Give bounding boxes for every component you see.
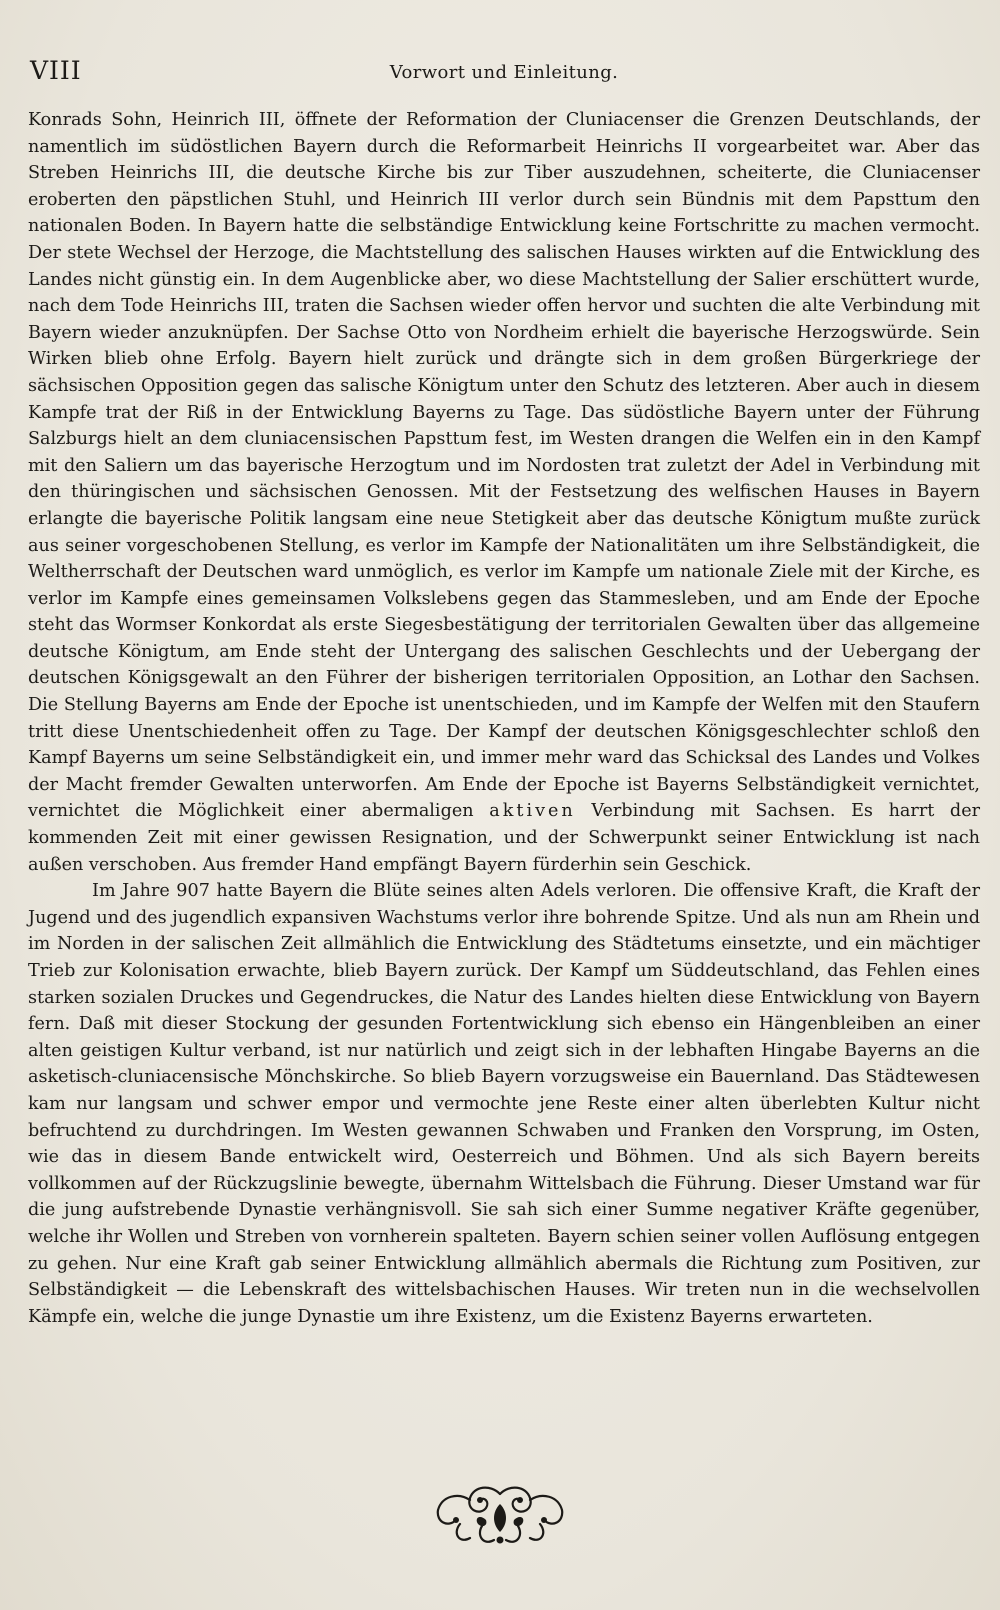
page-number: VIII bbox=[30, 56, 82, 85]
emphasis-text: aktiven bbox=[489, 801, 576, 822]
running-head: Vorwort und Einleitung. bbox=[389, 62, 619, 83]
page-header bbox=[30, 56, 978, 86]
floral-vignette-icon bbox=[430, 1482, 570, 1552]
body-text bbox=[28, 107, 980, 1330]
paragraph-1-text-continued: Verbindung mit Sachsen. Es harrt der kommenden Zeit mit einer gewissen Resignation, und der Schwerpunkt seiner Entwicklung ist nach außen verschoben. Aus fremder Hand empfängt Bayern fürderhin sein Geschick. bbox=[28, 801, 981, 875]
paragraph-1 bbox=[28, 107, 980, 878]
paragraph-1-text: Konrads Sohn, Heinrich III, öffnete der Reformation der Cluniacenser die Grenzen Deutschlands, der namentlich im südöstlichen Bayern durch die Reformarbeit Heinrichs II vorgearbeitet war. Aber das Streben Heinrichs III, die deutsche Kirche bis zur Tiber auszudehnen, scheiterte, die Cluniacenser eroberten den päpstlichen Stuhl, und Heinrich III verlor durch sein Bündnis mit dem Papsttum den nationalen Boden. In Bayern hatte die selbständige Entwicklung keine Fortschritte zu machen vermocht. Der stete Wechsel der Herzoge, die Machtstellung des salischen Hauses wirkten auf die Entwicklung des Landes nicht günstig ein. In dem Augenblicke aber, wo diese Machtstellung der Salier erschüttert wurde, nach dem Tode Heinrichs III, traten die Sachsen wieder offen hervor und suchten die alte Verbindung mit Bayern wieder anzuknüpfen. Der Sachse Otto von Nordheim erhielt die bayerische Herzogswürde. Sein Wirken blieb ohne Erfolg. Bayern hielt zurück und drängte sich in dem großen Bürgerkriege der sächsischen Opposition gegen das salische Königtum unter den Schutz des letzteren. Aber auch in diesem Kampfe trat der Riß in der Entwicklung Bayerns zu Tage. Das südöstliche Bayern unter der Führung Salzburgs hielt an dem cluniacensischen Papsttum fest, im Westen drangen die Welfen ein in den Kampf mit den Saliern um das bayerische Herzogtum und im Nordosten trat zuletzt der Adel in Verbindung mit den thüringischen und sächsischen Genossen. Mit der Festsetzung des welfischen Hauses in Bayern erlangte die bayerische Politik langsam eine neue Stetigkeit aber das deutsche Königtum mußte zurück aus seiner vorgeschobenen Stellung, es verlor im Kampfe der Nationalitäten um ihre Selbständigkeit, die Weltherrschaft der Deutschen ward unmöglich, es verlor im Kampfe um nationale Ziele mit der Kirche, es verlor im Kampfe eines gemeinsamen Volkslebens gegen das Stammesleben, und am Ende der Epoche steht das Wormser Konkordat als erste Siegesbestätigung der territorialen Gewalten über das allgemeine deutsche Königtum, am Ende steht der Untergang des salischen Geschlechts und der Uebergang der deutschen Königsgewalt an den Führer der bisherigen territorialen Opposition, an Lothar den Sachsen. Die Stellung Bayerns am Ende der Epoche ist unentschieden, und im Kampfe der Welfen mit den Staufern tritt diese Unentschiedenheit offen zu Tage. Der Kampf der deutschen Königsgeschlechter schloß den Kampf Bayerns um seine Selbständigkeit ein, und immer mehr ward das Schicksal des Landes und Volkes der Macht fremder Gewalten unterworfen. Am Ende der Epoche ist Bayerns Selbständigkeit vernichtet, vernichtet die Möglichkeit einer abermaligen bbox=[28, 110, 980, 822]
paragraph-2: Im Jahre 907 hatte Bayern die Blüte seines alten Adels verloren. Die offensive Kraft, die Kraft der Jugend und des jugendlich expansiven Wachstums verlor ihre bohrende Spitze. Und als nun am Rhein und im Norden in der salischen Zeit allmählich die Entwicklung des Städtetums einsetzte, und ein mächtiger Trieb zur Kolonisation erwachte, blieb Bayern zurück. Der Kampf um Süddeutschland, das Fehlen eines starken sozialen Druckes und Gegendruckes, die Natur des Landes hielten diese Entwicklung von Bayern fern. Daß mit dieser Stockung der gesunden Fortentwicklung sich ebenso ein Hängenbleiben an einer alten geistigen Kultur verband, ist nur natürlich und zeigt sich in der lebhaften Hingabe Bayerns an die asketisch-cluniacensische Mönchskirche. So blieb Bayern vorzugsweise ein Bauernland. Das Städtewesen kam nur langsam und schwer empor und vermochte jene Reste einer alten überlebten Kultur nicht befruchtend zu durchdringen. Im Westen gewannen Schwaben und Franken den Vorsprung, im Osten, wie das in diesem Bande entwickelt wird, Oesterreich und Böhmen. Und als sich Bayern bereits vollkommen auf der Rückzugslinie bewegte, übernahm Wittelsbach die Führung. Dieser Umstand war für die jung aufstrebende Dynastie verhängnisvoll. Sie sah sich einer Summe negativer Kräfte gegenüber, welche ihr Wollen und Streben von vornherein spalteten. Bayern schien seiner vollen Auflösung entgegen zu gehen. Nur eine Kraft gab seiner Entwicklung allmählich abermals die Richtung zum Positiven, zur Selbständigkeit — die Lebenskraft des wittelsbachischen Hauses. Wir treten nun in die wechselvollen Kämpfe ein, welche die junge Dynastie um ihre Existenz, um die Existenz Bayerns erwarteten. bbox=[28, 881, 980, 1327]
